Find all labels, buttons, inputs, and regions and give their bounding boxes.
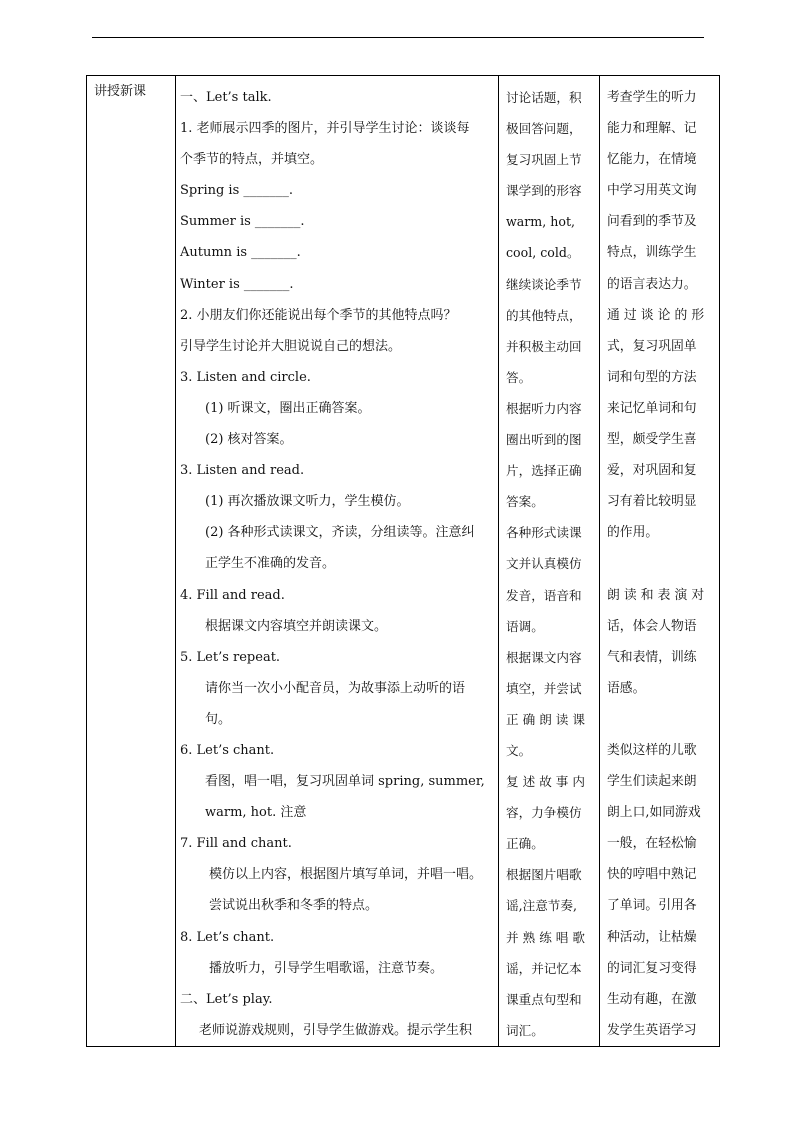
design-intent-line: 的词汇复习变得 — [607, 960, 697, 976]
design-intent-line: 特点，训练学生 — [607, 245, 697, 261]
student-activity-line: 语调。 — [506, 618, 544, 634]
design-intent-line: 气和表情，训练 — [607, 649, 697, 665]
student-activity-line: 讨论话题，积 — [506, 90, 582, 105]
student-activity-line: 文。 — [506, 742, 532, 758]
design-intent-line: 通 过 谈 论 的 形 — [607, 307, 705, 323]
student-activity-line: 根据听力内容 — [506, 400, 582, 416]
student-activity-line: 根据课文内容 — [506, 649, 582, 665]
student-activity-line: 各种形式读课 — [506, 525, 582, 541]
student-activity-line: 课学到的形容 — [506, 183, 582, 199]
teacher-activity-line: 二、Let’s play. — [180, 991, 273, 1007]
teacher-activity-line: 3. Listen and read. — [180, 463, 305, 479]
teacher-activity-line: 7. Fill and chant. — [180, 836, 292, 852]
student-activities-cell — [499, 76, 600, 1047]
design-intent-line: 语感。 — [607, 680, 646, 696]
student-activity-line: 并 熟 练 唱 歌 — [506, 929, 585, 945]
teacher-activity-line: (1) 再次播放课文听力，学生模仿。 — [205, 494, 410, 510]
design-intent-line: 话，体会人物语 — [607, 618, 697, 634]
design-intent-line: 式，复习巩固单 — [607, 338, 697, 354]
design-intent-line: 朗上口,如同游戏 — [607, 805, 701, 821]
student-activity-line: 词汇。 — [506, 1022, 544, 1038]
design-intent-line: 生动有趣，在激 — [607, 991, 697, 1007]
student-activity-line: 课重点句型和 — [506, 991, 582, 1007]
teacher-activity-line: 5. Let’s repeat. — [180, 649, 281, 665]
teacher-activity-line: 播放听力，引导学生唱歌谣，注意节奏。 — [209, 960, 444, 976]
teacher-activity-line: 模仿以上内容，根据图片填写单词，并唱一唱。 — [209, 867, 483, 883]
student-activity-line: 正确。 — [506, 836, 544, 852]
student-activity-line: 的其他特点， — [506, 307, 582, 323]
student-activity-line: 答案。 — [506, 494, 544, 510]
teacher-activity-line: warm, hot. 注意 — [205, 805, 307, 821]
teacher-activity-line: 3. Listen and circle. — [180, 369, 311, 385]
design-intent-line: 发学生英语学习 — [607, 1022, 697, 1038]
design-intent-line: 类似这样的儿歌 — [607, 742, 697, 758]
design-intent — [600, 76, 719, 1046]
section-label: 讲授新课 — [94, 84, 147, 99]
teacher-activity-line: 看图，唱一唱，复习巩固单词 spring, summer, — [205, 774, 485, 790]
table-row — [87, 76, 720, 1047]
teacher-activity-line: 请你当一次小小配音员，为故事添上动听的语 — [205, 680, 466, 696]
design-intent-line: 能力和理解、记 — [607, 121, 697, 137]
teacher-activities-cell — [176, 76, 499, 1047]
student-activity-line: 正 确 朗 读 课 — [506, 711, 585, 727]
student-activity-line: warm, hot, — [506, 214, 576, 230]
teacher-activity-line: 6. Let’s chant. — [180, 742, 275, 758]
student-activity-line: 答。 — [506, 369, 532, 385]
student-activity-line: 文并认真模仿 — [506, 556, 582, 572]
student-activity-line: 并积极主动回 — [506, 338, 582, 354]
student-activity-line: 复习巩固上节 — [506, 152, 582, 168]
teacher-activity-line: Winter is _______. — [180, 276, 294, 292]
student-activity-line: 圈出听到的图 — [506, 432, 582, 448]
lesson-plan-table — [86, 75, 720, 1047]
design-intent-line: 的语言表达力。 — [607, 276, 697, 292]
teacher-activity-line: 引导学生讨论并大胆说说自己的想法。 — [180, 338, 402, 354]
student-activity-line: 根据图片唱歌 — [506, 867, 582, 883]
design-intent-line: 快的哼唱中熟记 — [607, 867, 697, 883]
student-activity-line: 容，力争模仿 — [506, 805, 582, 821]
design-intent-line: 一般，在轻松愉 — [607, 836, 697, 852]
teacher-activity-line: 老师说游戏规则，引导学生做游戏。提示学生积 — [199, 1022, 473, 1038]
student-activity-line: 谣,注意节奏, — [506, 898, 577, 914]
teacher-activity-line: 正学生不准确的发音。 — [205, 556, 336, 572]
design-intent-line: 型，颇受学生喜 — [607, 432, 697, 448]
teacher-activity-line: Autumn is _______. — [180, 245, 301, 261]
teacher-activity-line: 尝试说出秋季和冬季的特点。 — [209, 898, 379, 914]
design-intent-line: 的作用。 — [607, 525, 659, 541]
teacher-activity-line: 4. Fill and read. — [180, 587, 285, 603]
design-intent-line: 朗 读 和 表 演 对 — [607, 587, 705, 603]
design-intent-line: 种活动，让枯燥 — [607, 929, 697, 945]
design-intent-line: 问看到的季节及 — [607, 214, 697, 230]
student-activity-line: cool, cold。 — [506, 245, 580, 261]
teacher-activity-line: 一、Let’s talk. — [180, 90, 272, 105]
design-intent-line: 词和句型的方法 — [607, 369, 697, 385]
design-intent-line: 爱，对巩固和复 — [607, 463, 697, 479]
student-activity-line: 复 述 故 事 内 — [506, 774, 585, 790]
design-intent-cell — [600, 76, 720, 1047]
design-intent-line: 了单词。引用各 — [607, 898, 697, 914]
design-intent-line: 习有着比较明显 — [607, 494, 697, 510]
teacher-activity-line: (1) 听课文，圈出正确答案。 — [205, 400, 371, 416]
student-activity-line: 填空，并尝试 — [506, 680, 582, 696]
teacher-activity-line: (2) 各种形式读课文，齐读，分组读等。注意纠 — [205, 525, 475, 541]
section-label-cell — [87, 76, 176, 1047]
teacher-activity-line: 1. 老师展示四季的图片，并引导学生讨论：谈谈每 — [180, 121, 470, 137]
teacher-activity-line: 2. 小朋友们你还能说出每个季节的其他特点吗？ — [180, 307, 457, 323]
teacher-activity-line: 根据课文内容填空并朗读课文。 — [205, 618, 388, 634]
teacher-activity-line: Spring is _______. — [180, 183, 294, 199]
teacher-activity-line: (2) 核对答案。 — [205, 432, 293, 448]
student-activity-line: 谣，并记忆本 — [506, 960, 582, 976]
design-intent-line — [600, 548, 719, 579]
teacher-activity-line: 句。 — [205, 711, 232, 727]
teacher-activity-line: Summer is _______. — [180, 214, 305, 230]
design-intent-line: 忆能力，在情境 — [607, 152, 697, 168]
student-activity-line: 片，选择正确 — [506, 463, 582, 479]
student-activities — [499, 76, 599, 1046]
design-intent-line: 来记忆单词和句 — [607, 400, 697, 416]
student-activity-line: 极回答问题， — [506, 121, 582, 137]
header-rule — [92, 37, 704, 38]
design-intent-line — [600, 704, 719, 735]
teacher-activities — [176, 76, 498, 1046]
student-activity-line: 发音，语音和 — [506, 587, 582, 603]
teacher-activity-line: 8. Let’s chant. — [180, 929, 275, 945]
student-activity-line: 继续谈论季节 — [506, 276, 582, 292]
design-intent-line: 考查学生的听力 — [607, 90, 697, 105]
design-intent-line: 学生们读起来朗 — [607, 774, 697, 790]
design-intent-line: 中学习用英文询 — [607, 183, 697, 199]
teacher-activity-line: 个季节的特点，并填空。 — [180, 152, 324, 168]
